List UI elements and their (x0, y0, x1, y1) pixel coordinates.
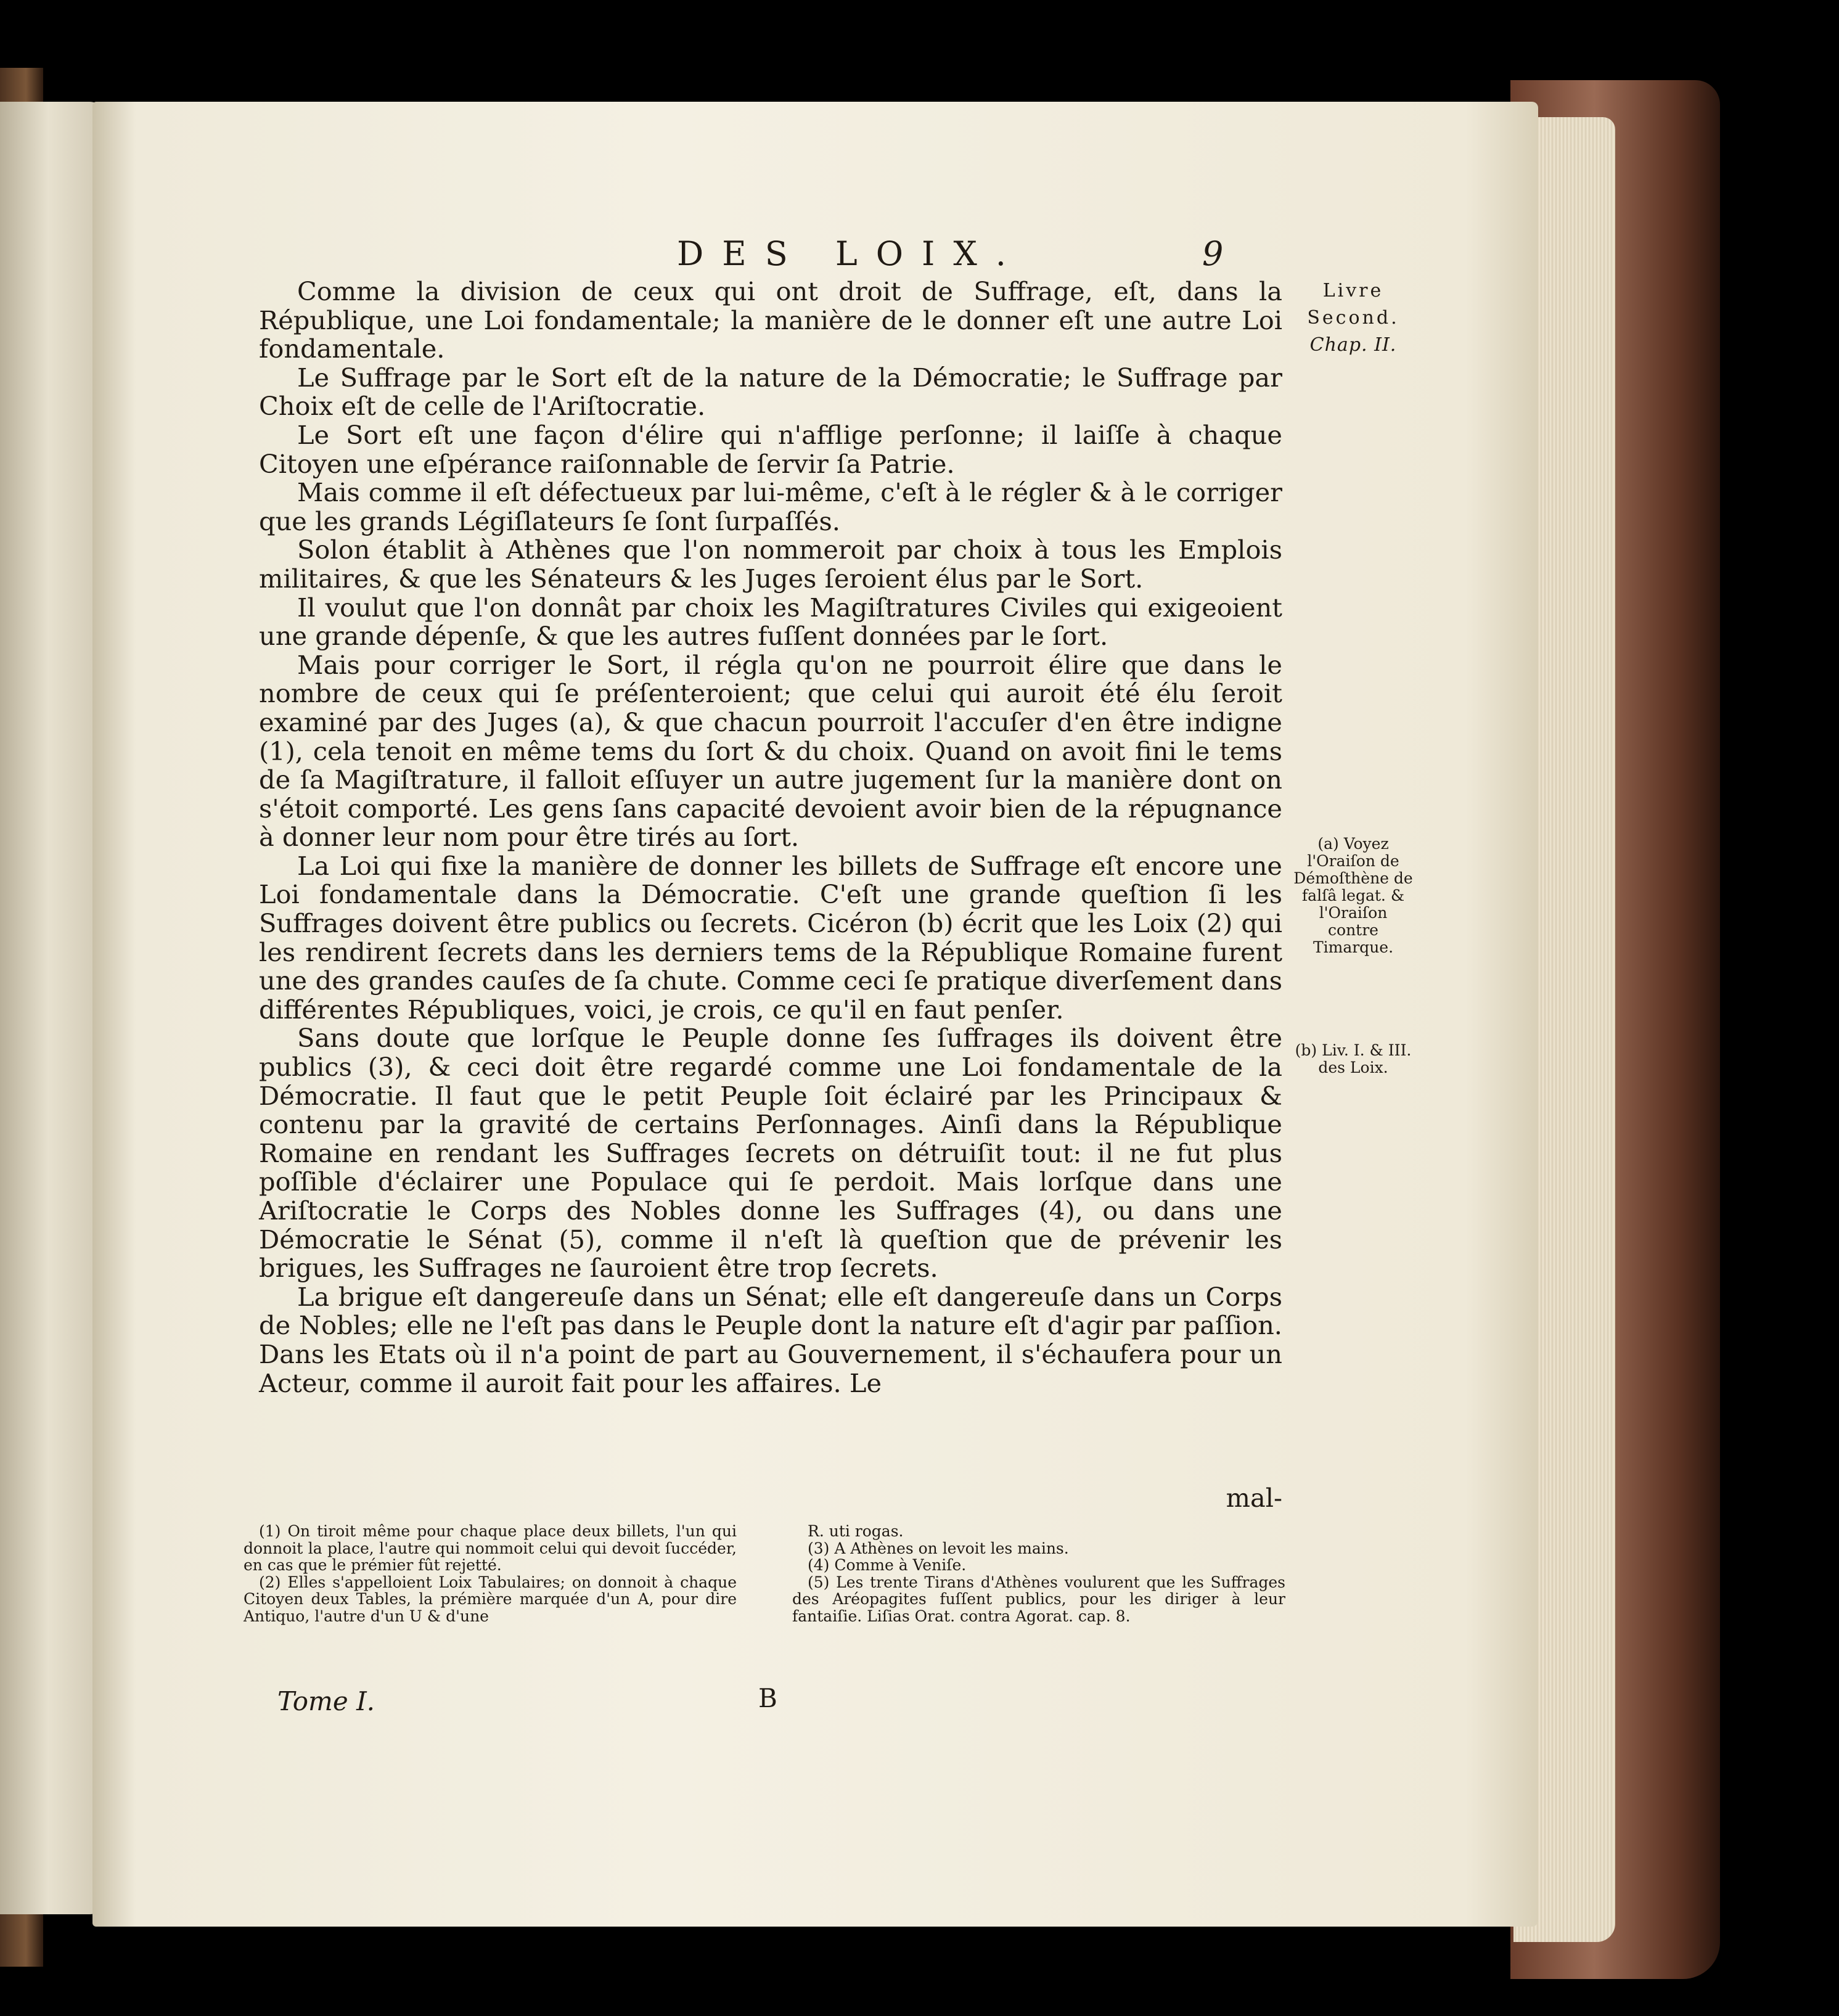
margin-livre: Livre (1322, 280, 1384, 301)
margin-heading (1292, 277, 1415, 359)
margin-chapter: Chap. II. (1309, 334, 1397, 356)
footnotes-right-column (792, 1523, 1285, 1625)
gathering-signature: B (758, 1683, 777, 1713)
side-note-a: (a) Voyez l'Oraiſon de Démoſthène de falſâ legat. & l'Oraiſon contre Timarque. (1293, 835, 1413, 956)
left-page-edge (0, 102, 108, 1914)
footnote: (3) A Athènes on levoit les mains. (808, 1539, 1069, 1557)
footnotes (244, 1523, 1285, 1625)
side-note-b: (b) Liv. I. & III. des Loix. (1295, 1041, 1412, 1076)
catchword: mal- (1226, 1483, 1282, 1513)
margin-second: Second. (1307, 307, 1399, 329)
paragraph: Le Sort eſt une façon d'élire qui n'afflige perſonne; il laiſſe à chaque Citoyen une eſpérance raiſonnable de ſervir ſa Patrie. (259, 419, 1282, 479)
book-page (92, 102, 1538, 1927)
footnotes-left-column (244, 1523, 737, 1625)
paragraph: Le Suffrage par le Sort eſt de la nature de la Démocratie; le Suffrage par Choix eſt de celle de l'Ariſtocratie. (259, 362, 1282, 422)
paragraph: La Loi qui fixe la manière de donner les billets de Suffrage eſt encore une Loi fondamentale dans la Démocratie. C'eſt une grande queſtion ſi les Suffrages doivent être publics ou ſecrets. Cicéron (b) écrit que les Loix (2) qui les rendirent ſecrets dans les derniers tems de la République Romaine furent une des grandes cauſes de ſa chute. Comme ceci ſe pratique diverſement dans différentes Républiques, voici, je crois, ce qu'il en faut penſer. (259, 850, 1282, 1025)
paragraph: Solon établit à Athènes que l'on nommeroit par choix à tous les Emplois militaires, & que les Sénateurs & les Juges ſeroient élus par le Sort. (259, 535, 1282, 594)
paragraph: Sans doute que lorſque le Peuple donne ſes ſuffrages ils doivent être publics (3), & ceci doit être regardé comme une Loi fondamentale de la Démocratie. Il faut que le petit Peuple ſoit éclairé par les Principaux & contenu par la gravité de certains Perſonnages. Ainſi dans la République Romaine en rendant les Suffrages ſecrets on détruiſit tout: il ne fut plus poſſible d'éclairer une Populace qui ſe perdoit. Mais lorſque dans une Ariſtocratie le Corps des Nobles donne les Suffrages (4), ou dans une Démocratie le Sénat (5), comme il n'eſt là queſtion que de prévenir les brigues, les Suffrages ne ſauroient être trop ſecrets. (259, 1023, 1282, 1284)
paragraph: Il voulut que l'on donnât par choix les Magiſtratures Civiles qui exigeoient une grande dépenſe, & que les autres fuſſent données par le ſort. (259, 592, 1282, 652)
footnote: (5) Les trente Tirans d'Athènes voulurent que les Suffrages des Aréopagites fuſſent publics, pour les diriger à leur fantaiſie. Liſias Orat. contra Agorat. cap. 8. (792, 1573, 1285, 1625)
volume-signature: Tome I. (277, 1686, 375, 1716)
footnote: R. uti rogas. (808, 1522, 904, 1540)
footnote: (2) Elles s'appelloient Loix Tabulaires; on donnoit à chaque Citoyen deux Tables, la prémière marquée d'un A, pour dire Antiquo, l'autre d'un U & d'une (244, 1573, 737, 1625)
running-head: DES LOIX. (677, 234, 1025, 273)
footnote: (4) Comme à Veniſe. (808, 1556, 967, 1574)
paragraph: Mais pour corriger le Sort, il régla qu'on ne pourroit élire que dans le nombre de ceux qui ſe préſenteroient; que celui qui auroit été élu ſeroit examiné par des Juges (a), & que chacun pourroit l'accuſer d'en être indigne (1), cela tenoit en même tems du ſort & du choix. Quand on avoit fini le tems de ſa Magiſtrature, il falloit eſſuyer un autre jugement ſur la manière dont on s'étoit comporté. Les gens ſans capacité devoient avoir bien de la répugnance à donner leur nom pour être tirés au ſort. (259, 649, 1282, 853)
body-text (259, 277, 1282, 1398)
page-number: 9 (1202, 234, 1224, 273)
paragraph: Comme la division de ceux qui ont droit de Suffrage, eſt, dans la République, une Loi fondamentale; la manière de le donner eſt une autre Loi fondamentale. (259, 276, 1282, 364)
footnote: (1) On tiroit même pour chaque place deux billets, l'un qui donnoit la place, l'autre qui nommoit celui qui devoit ſuccéder, en cas que le prémier fût rejetté. (244, 1522, 737, 1574)
paragraph: Mais comme il eſt défectueux par lui-même, c'eſt à le régler & à le corriger que les grands Légiſlateurs ſe ſont ſurpaſſés. (259, 477, 1282, 536)
paragraph: La brigue eſt dangereuſe dans un Sénat; elle eſt dangereuſe dans un Corps de Nobles; elle ne l'eſt pas dans le Peuple dont la nature eſt d'agir par paſſion. Dans les Etats où il n'a point de part au Gouvernement, il s'échaufera pour un Acteur, comme il auroit fait pour les affaires. Le (259, 1281, 1282, 1398)
